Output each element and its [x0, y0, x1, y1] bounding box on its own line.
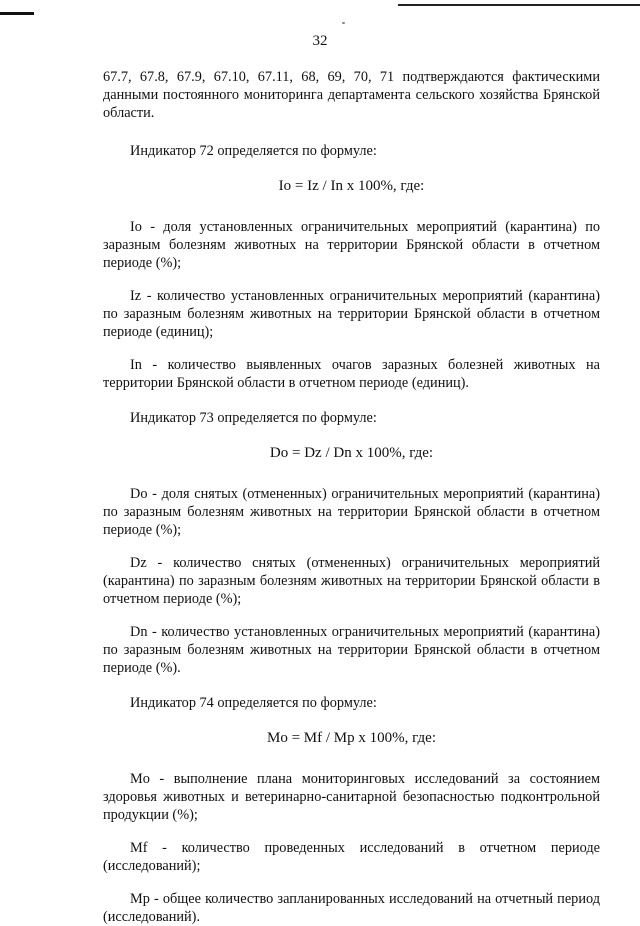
definition-mp: Mp - общее количество запланированных исследований на отчетный период (исследований). — [103, 891, 600, 925]
scan-artifact-line — [398, 4, 640, 6]
scan-artifact-mark — [0, 12, 34, 15]
definition-in: In - количество выявленных очагов заразных болезней животных на территории Брянской области в отчетном периоде (единиц). — [103, 357, 600, 391]
formula-72: Io = Iz / In x 100%, где: — [278, 178, 425, 194]
indicator-72-heading: Индикатор 72 определяется по формуле: — [130, 143, 377, 159]
definition-do: Do - доля снятых (отмененных) ограничительных мероприятий (карантина) по заразным болезням животных на территории Брянской области в отчетном периоде (%); — [103, 486, 600, 538]
formula-73: Do = Dz / Dn x 100%, где: — [269, 445, 434, 461]
definition-mo: Mo - выполнение плана мониторинговых исследований за состоянием здоровья животных и ветеринарно-санитарной безопасностью подконтрольной продукции (%); — [103, 771, 600, 823]
paragraph-indicators-confirmation: 67.7, 67.8, 67.9, 67.10, 67.11, 68, 69, 70, 71 подтверждаются фактическими данными постоянного мониторинга департамента сельского хозяйства Брянской области. — [103, 69, 600, 121]
definition-iz: Iz - количество установленных ограничительных мероприятий (карантина) по заразным болезням животных на территории Брянской области в отчетном периоде (единиц); — [103, 288, 600, 340]
indicator-73-heading: Индикатор 73 определяется по формуле: — [130, 410, 377, 426]
page-number: 32 — [312, 33, 328, 49]
definition-dz: Dz - количество снятых (отмененных) ограничительных мероприятий (карантина) по заразным болезням животных на территории Брянской области в отчетном периоде (%); — [103, 555, 600, 607]
definition-dn: Dn - количество установленных ограничительных мероприятий (карантина) по заразным болезням животных на территории Брянской области в отчетном периоде (%). — [103, 624, 600, 676]
definition-io: Io - доля установленных ограничительных мероприятий (карантина) по заразным болезням животных на территории Брянской области в отчетном периоде (%); — [103, 219, 600, 271]
document-body — [103, 68, 600, 926]
formula-74: Mo = Mf / Mp x 100%, где: — [267, 730, 436, 746]
definition-mf: Mf - количество проведенных исследований в отчетном периоде (исследований); — [103, 840, 600, 874]
indicator-74-heading: Индикатор 74 определяется по формуле: — [130, 695, 377, 711]
scan-speck — [342, 22, 345, 24]
